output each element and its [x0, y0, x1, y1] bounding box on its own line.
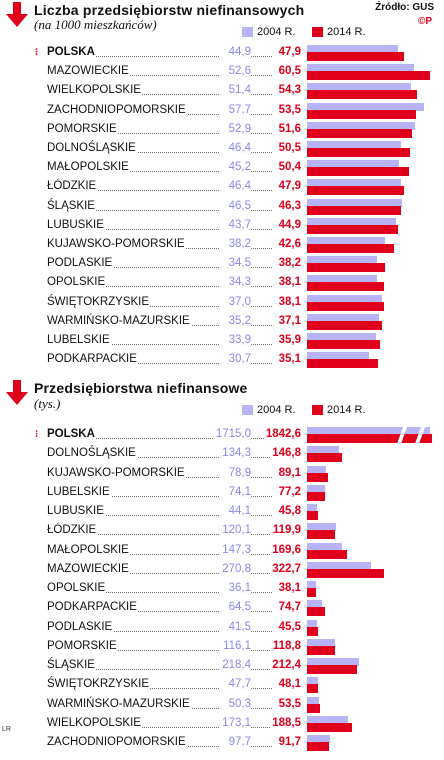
value-2014-label: 38,2	[278, 257, 301, 270]
bar-2014	[307, 129, 412, 138]
bar-2014	[307, 90, 417, 99]
category-label: ZACHODNIOPOMORSKIE	[47, 736, 186, 748]
bar-2014	[307, 206, 401, 215]
category-label: DOLNOŚLĄSKIE	[47, 142, 136, 154]
table-row	[0, 445, 444, 464]
table-row	[0, 159, 444, 178]
legend-swatch-2014	[312, 27, 323, 37]
value-2004-label: 47,7	[228, 678, 251, 691]
bar-2014	[307, 244, 394, 253]
value-2014-label: 35,1	[278, 353, 301, 366]
category-label: PODLASKIE	[47, 257, 113, 270]
legend-2004	[242, 404, 296, 416]
value-2004-label: 270,8	[222, 562, 251, 575]
leader-dots	[250, 592, 272, 593]
source-label: Źródło: GUS	[375, 2, 434, 13]
category-label: MAZOWIECKIE	[47, 562, 129, 575]
category-label: POLSKA	[47, 428, 95, 440]
category-label: POLSKA	[47, 46, 95, 58]
value-2014-label: 74,7	[278, 601, 301, 614]
table-row	[0, 102, 444, 121]
bar-2014	[307, 511, 318, 520]
category-label: PODKARPACKIE	[47, 601, 137, 614]
value-2004-label: 44,9	[228, 46, 251, 58]
value-2014-label: 46,3	[278, 199, 301, 212]
legend-label-2004: 2004 R.	[257, 26, 296, 38]
category-label: WARMIŃSKO-MAZURSKIE	[47, 697, 190, 710]
chart-subtitle: (na 1000 mieszkańców)	[34, 17, 157, 32]
value-2014-label: 119,9	[272, 524, 301, 537]
value-2004-label: 33,9	[228, 334, 251, 346]
legend-label-2014: 2014 R.	[327, 404, 366, 416]
table-row	[0, 696, 444, 715]
value-2014-label: 322,7	[272, 562, 301, 575]
table-row	[0, 274, 444, 293]
bar-2014	[307, 550, 347, 559]
value-2014-label: 45,5	[278, 620, 301, 633]
table-row	[0, 236, 444, 255]
value-2004-label: 46,5	[228, 199, 251, 212]
category-label: DOLNOŚLĄSKIE	[47, 447, 136, 460]
category-label: KUJAWSKO-POMORSKIE	[47, 238, 185, 250]
table-row	[0, 140, 444, 159]
author-signature: LR	[2, 726, 11, 733]
legend-2004	[242, 26, 296, 38]
category-label: POMORSKIE	[47, 639, 117, 652]
legend-swatch-2014	[312, 405, 323, 415]
table-row	[0, 351, 444, 370]
table-row	[0, 638, 444, 657]
category-label: LUBUSKIE	[47, 505, 104, 517]
value-2004-label: 116,1	[223, 639, 251, 652]
leader-dots	[250, 708, 272, 709]
bar-2014	[307, 167, 409, 176]
value-2004-label: 52,6	[228, 65, 251, 78]
value-2004-label: 44,1	[228, 505, 251, 517]
category-label: LUBELSKIE	[47, 485, 110, 498]
table-row	[0, 44, 444, 63]
legend-2014	[312, 404, 366, 416]
down-arrow-icon	[4, 2, 30, 28]
value-2004-label: 173,1	[222, 716, 251, 729]
chart-panel-totals	[0, 372, 444, 752]
chart-title: Liczba przedsiębiorstw niefinansowych	[34, 2, 305, 18]
value-2014-label: 91,7	[278, 736, 301, 748]
category-label: WIELKOPOLSKIE	[47, 84, 141, 97]
value-2004-label: 1715,0	[215, 428, 251, 440]
leader-dots	[250, 496, 272, 497]
table-row	[0, 561, 444, 580]
bar-2014	[307, 359, 378, 368]
bar-2014	[307, 627, 318, 636]
value-2014-label: 50,4	[278, 161, 301, 174]
bar-2014	[307, 52, 404, 61]
value-2014-label: 47,9	[278, 180, 301, 193]
value-2014-label: 118,8	[272, 639, 301, 652]
category-label: MAŁOPOLSKIE	[47, 161, 129, 174]
category-label: MAŁOPOLSKIE	[47, 543, 129, 556]
bar-2014	[307, 225, 398, 234]
legend-2014	[312, 26, 366, 38]
bar-2014	[307, 569, 384, 578]
table-row	[0, 121, 444, 140]
bar-2014	[307, 492, 325, 501]
value-2004-label: 45,2	[228, 161, 251, 174]
value-2004-label: 74,1	[228, 485, 251, 498]
leader-dots	[250, 746, 272, 747]
category-label: ŚWIĘTOKRZYSKIE	[47, 295, 150, 308]
value-2004-label: 51,4	[228, 84, 251, 97]
table-row	[0, 657, 444, 676]
leader-dots	[250, 515, 272, 516]
value-2004-label: 34,3	[228, 276, 251, 289]
category-label: OPOLSKIE	[47, 276, 106, 289]
value-2004-label: 46,4	[228, 142, 251, 154]
table-row	[0, 82, 444, 101]
leader-dots	[250, 152, 272, 153]
value-2014-label: 48,1	[278, 678, 301, 691]
table-row	[0, 426, 444, 445]
table-row	[0, 522, 444, 541]
leader-dots	[250, 248, 272, 249]
bar-2014	[307, 148, 410, 157]
value-2014-label: 1842,6	[265, 428, 301, 440]
value-2014-label: 89,1	[278, 466, 301, 479]
value-2004-label: 147,3	[222, 543, 251, 556]
value-2014-label: 45,8	[278, 505, 301, 517]
category-label: MAZOWIECKIE	[47, 65, 129, 78]
bar-2014	[307, 723, 352, 732]
legend-swatch-2004	[242, 405, 253, 415]
value-2014-label: 47,9	[278, 46, 301, 58]
value-2004-label: 50,3	[228, 697, 251, 710]
value-2014-label: 38,1	[278, 582, 301, 594]
leader-dots	[250, 650, 272, 651]
down-arrow-icon	[4, 380, 30, 406]
leader-dots	[250, 325, 272, 326]
table-row	[0, 313, 444, 332]
category-label: PODLASKIE	[47, 620, 113, 633]
table-row	[0, 465, 444, 484]
leader-dots	[250, 56, 272, 57]
category-label: PODKARPACKIE	[47, 353, 137, 366]
leader-dots	[250, 306, 272, 307]
leader-dots	[250, 573, 272, 574]
bar-2014	[307, 588, 316, 597]
value-2014-label: 169,6	[272, 543, 301, 556]
value-2004-label: 46,4	[228, 180, 251, 193]
leader-dots	[250, 363, 272, 364]
table-row	[0, 217, 444, 236]
category-label: OPOLSKIE	[47, 582, 106, 594]
category-label: KUJAWSKO-POMORSKIE	[47, 466, 185, 479]
bar-2014	[307, 340, 380, 349]
value-2014-label: 35,9	[278, 334, 301, 346]
table-row	[0, 178, 444, 197]
value-2004-label: 34,5	[228, 257, 251, 270]
value-2014-label: 50,5	[278, 142, 301, 154]
value-2004-label: 97,7	[228, 736, 251, 748]
table-row	[0, 580, 444, 599]
category-label: WIELKOPOLSKIE	[47, 716, 141, 729]
bar-2014	[307, 186, 404, 195]
category-label: ŁÓDZKIE	[47, 524, 97, 537]
leader-dots	[250, 171, 272, 172]
chart-subtitle: (tys.)	[34, 396, 61, 411]
legend-label-2014: 2014 R.	[327, 26, 366, 38]
value-2014-label: 188,5	[272, 716, 301, 729]
leader-dots	[250, 114, 272, 115]
bar-2014	[307, 704, 320, 713]
chart-panel-density	[0, 0, 444, 365]
bar-2014	[307, 71, 430, 80]
value-2014-label: 51,6	[278, 122, 301, 135]
value-2004-label: 52,9	[228, 122, 251, 135]
category-label: ŁÓDZKIE	[47, 180, 97, 193]
category-label: ŚWIĘTOKRZYSKIE	[47, 678, 150, 691]
category-label: LUBUSKIE	[47, 218, 104, 231]
bar-2014	[307, 263, 385, 272]
value-2004-label: 78,9	[228, 466, 251, 479]
chart-title: Przedsiębiorstwa niefinansowe	[34, 380, 248, 396]
value-2004-label: 120,1	[222, 524, 251, 537]
leader-dots	[250, 344, 272, 345]
category-label: WARMIŃSKO-MAZURSKIE	[47, 314, 190, 327]
leader-dots	[250, 727, 272, 728]
value-2004-label: 43,7	[228, 218, 251, 231]
bar-2014	[307, 434, 432, 443]
leader-dots	[250, 267, 272, 268]
category-label: ŚLĄSKIE	[47, 199, 95, 212]
leader-dots	[250, 190, 272, 191]
value-2014-label: 77,2	[278, 485, 301, 498]
bar-2014	[307, 742, 329, 751]
bar-2014	[307, 321, 382, 330]
table-row	[0, 484, 444, 503]
table-row	[0, 599, 444, 618]
value-2004-label: 35,2	[228, 314, 251, 327]
table-row	[0, 542, 444, 561]
value-2004-label: 36,1	[228, 582, 251, 594]
bar-2014	[307, 302, 384, 311]
value-2014-label: 60,5	[278, 65, 301, 78]
leader-dots	[250, 534, 272, 535]
category-label: ŚLĄSKIE	[47, 659, 95, 671]
value-2014-label: 42,6	[278, 238, 301, 250]
bar-2014	[307, 453, 342, 462]
legend-label-2004: 2004 R.	[257, 404, 296, 416]
bar-2014	[307, 646, 335, 655]
value-2004-label: 38,2	[228, 238, 251, 250]
leader-dots	[250, 133, 272, 134]
value-2014-label: 212,4	[272, 659, 301, 671]
category-label: POMORSKIE	[47, 122, 117, 135]
value-2014-label: 146,8	[272, 447, 301, 460]
table-row	[0, 294, 444, 313]
value-2014-label: 53,5	[278, 697, 301, 710]
leader-dots	[250, 457, 272, 458]
highlight-marker-icon: ⁝	[35, 47, 39, 58]
table-row	[0, 255, 444, 274]
leader-dots	[250, 286, 272, 287]
copyright-mark: ©P	[417, 16, 432, 27]
bar-2014	[307, 607, 325, 616]
table-row	[0, 619, 444, 638]
value-2014-label: 38,1	[278, 276, 301, 289]
value-2004-label: 218,4	[222, 659, 251, 671]
value-2004-label: 41,5	[228, 620, 251, 633]
leader-dots	[250, 75, 272, 76]
highlight-marker-icon: ⁝	[35, 429, 39, 440]
value-2014-label: 44,9	[278, 218, 301, 231]
value-2014-label: 37,1	[278, 314, 301, 327]
value-2004-label: 134,3	[222, 447, 251, 460]
table-row	[0, 503, 444, 522]
bar-2014	[307, 110, 416, 119]
leader-dots	[250, 229, 272, 230]
value-2014-label: 53,5	[278, 103, 301, 116]
value-2004-label: 57,7	[228, 103, 251, 116]
category-label: LUBELSKIE	[47, 334, 110, 346]
table-row	[0, 734, 444, 753]
leader-dots	[250, 688, 272, 689]
table-row	[0, 198, 444, 217]
bar-2014	[307, 473, 328, 482]
bar-2014	[307, 282, 384, 291]
leader-dots	[250, 210, 272, 211]
table-row	[0, 332, 444, 351]
legend-swatch-2004	[242, 27, 253, 37]
table-row	[0, 63, 444, 82]
table-row	[0, 676, 444, 695]
leader-dots	[250, 94, 272, 95]
leader-dots	[250, 631, 272, 632]
bar-2014	[307, 684, 318, 693]
value-2014-label: 38,1	[278, 295, 301, 308]
leader-dots	[250, 477, 272, 478]
value-2004-label: 30,7	[228, 353, 251, 366]
leader-dots	[250, 669, 272, 670]
leader-dots	[250, 554, 272, 555]
value-2004-label: 64,5	[228, 601, 251, 614]
leader-dots	[250, 611, 272, 612]
bar-2014	[307, 665, 357, 674]
value-2014-label: 54,3	[278, 84, 301, 97]
category-label: ZACHODNIOPOMORSKIE	[47, 103, 186, 116]
table-row	[0, 715, 444, 734]
value-2004-label: 37,0	[228, 295, 251, 308]
bar-2014	[307, 530, 335, 539]
